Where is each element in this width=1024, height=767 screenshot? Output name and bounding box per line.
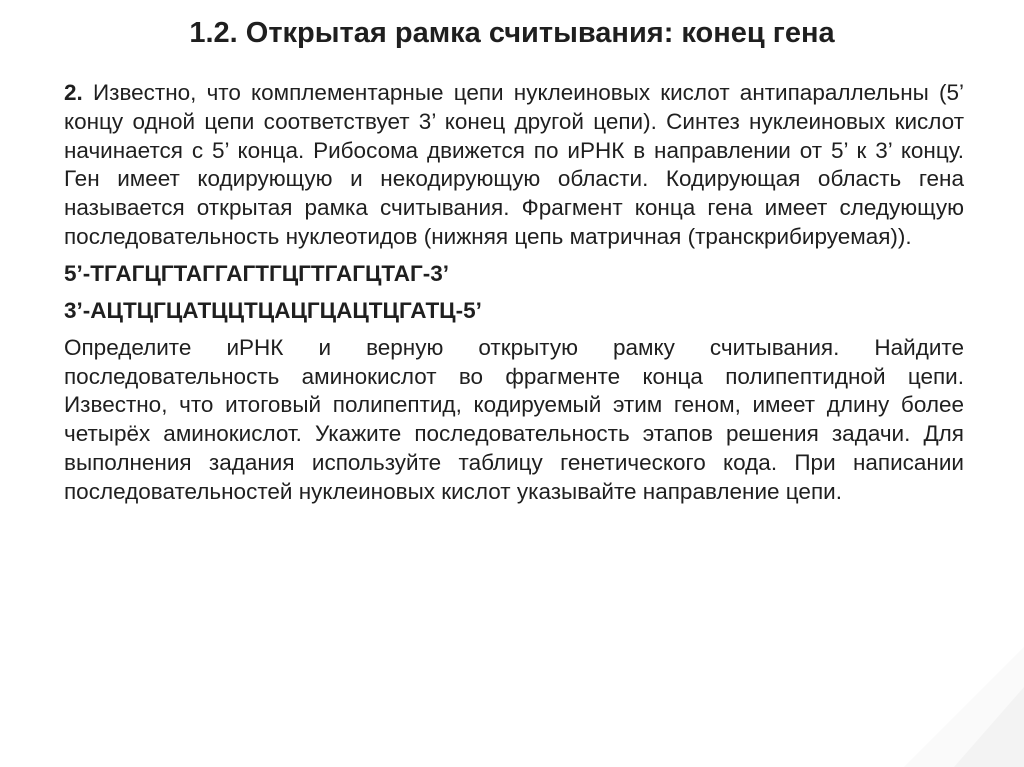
task-intro-text: Известно, что комплементарные цепи нуклеиновых кислот антипараллельны (5’ концу одной цепи соответствует 3’ конец другой цепи). Синтез нуклеиновых кислот начинается с 5’ конца. Рибосома движется по иРНК в направлении от 5’ к 3’ концу. Ген имеет кодирующую и некодирующую области. Кодирующая область гена называется открытая рамка считывания. Фрагмент конца гена имеет следующую последовательность нуклеотидов (нижняя цепь матричная (транскрибируемая)).: [64, 80, 964, 249]
corner-decoration: [864, 647, 1024, 767]
slide-content: [64, 79, 964, 507]
task-intro-paragraph: [64, 79, 964, 252]
task-question-paragraph: Определите иРНК и верную открытую рамку считывания. Найдите последовательность аминокислот во фрагменте конца полипептидной цепи. Известно, что итоговый полипептид, кодируемый этим геном, имеет длину более четырёх аминокислот. Укажите последовательность этапов решения задачи. Для выполнения задания используйте таблицу генетического кода. При написании последовательностей нуклеиновых кислот указывайте направление цепи.: [64, 334, 964, 504]
slide-title: 1.2. Открытая рамка считывания: конец гена: [189, 17, 835, 49]
sequence-bottom-strand: 3’-АЦТЦГЦАТЦЦТЦАЦГЦАЦТЦГАТЦ-5’: [64, 297, 482, 323]
task-number: 2.: [64, 80, 83, 105]
sequence-top-strand: 5’-ТГАГЦГТАГГАГТГЦГТГАГЦТАГ-3’: [64, 260, 450, 286]
